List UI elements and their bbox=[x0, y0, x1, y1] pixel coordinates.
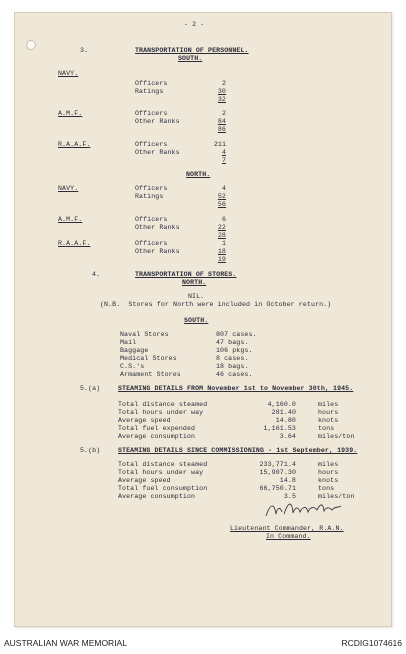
handwritten-signature bbox=[262, 498, 344, 522]
footer-archive-name: AUSTRALIAN WAR MEMORIAL bbox=[4, 638, 127, 648]
steam-b-value-0: 233,771.4 bbox=[259, 461, 296, 468]
steam-a-label-3: Total fuel expended bbox=[118, 425, 196, 432]
section-5a-title: STEAMING DETAILS FROM November 1st to November 30th, 1945. bbox=[118, 385, 354, 392]
store-item-2: Baggage bbox=[120, 347, 149, 354]
signatory-rank: Lieutenant Commander, R.A.N. bbox=[230, 525, 344, 532]
steam-a-label-2: Average speed bbox=[118, 417, 171, 424]
store-qty-4: 18 bags. bbox=[216, 363, 249, 370]
north-heading: NORTH. bbox=[186, 171, 211, 178]
south-aif-label: A.M.F. bbox=[58, 110, 83, 117]
north-navy-ratings-label: Ratings bbox=[135, 193, 164, 200]
north-raaf-label: R.A.A.F. bbox=[58, 240, 91, 247]
south-navy-total: 32 bbox=[217, 96, 226, 103]
section-4-title: TRANSPORTATION OF STORES. bbox=[135, 271, 237, 278]
south-raaf-other-value: 4 bbox=[221, 149, 226, 156]
steam-b-unit-3: tons bbox=[318, 485, 335, 492]
steam-b-value-1: 15,907.30 bbox=[259, 469, 296, 476]
stores-north-heading: NORTH. bbox=[182, 279, 207, 286]
store-qty-0: 807 cases. bbox=[216, 331, 257, 338]
section-4-number: 4. bbox=[92, 271, 101, 278]
north-navy-ratings-value: 52 bbox=[217, 193, 226, 200]
south-raaf-officers-label: Officers bbox=[135, 141, 168, 148]
north-raaf-officers-label: Officers bbox=[135, 240, 168, 247]
south-aif-other-value: 84 bbox=[217, 118, 226, 125]
south-aif-officers-label: Officers bbox=[135, 110, 168, 117]
steam-b-value-3: 66,750.71 bbox=[259, 485, 296, 492]
steam-a-label-0: Total distance steamed bbox=[118, 401, 208, 408]
store-item-4: C.S.'s bbox=[120, 363, 145, 370]
steam-a-unit-2: knots bbox=[318, 417, 339, 424]
north-aif-officers-label: Officers bbox=[135, 216, 168, 223]
south-navy-label: NAVY. bbox=[58, 70, 79, 77]
store-item-1: Mail bbox=[120, 339, 137, 346]
footer-record-id: RCDIG1074616 bbox=[341, 638, 402, 648]
section-3-title: TRANSPORTATION OF PERSONNEL. bbox=[135, 47, 249, 54]
section-3-number: 3. bbox=[80, 47, 89, 54]
north-aif-other-label: Other Ranks bbox=[135, 224, 180, 231]
store-item-5: Armament Stores bbox=[120, 371, 181, 378]
store-qty-2: 106 pkgs. bbox=[216, 347, 253, 354]
steam-b-unit-0: miles bbox=[318, 461, 339, 468]
steam-a-label-4: Average consumption bbox=[118, 433, 196, 440]
section-5a-number: 5.(a) bbox=[80, 385, 101, 392]
north-aif-label: A.M.F. bbox=[58, 216, 83, 223]
signatory-role: In Command. bbox=[266, 533, 311, 540]
stores-north-note: (N.B. Stores for North were included in October return.) bbox=[100, 301, 332, 308]
north-raaf-other-value: 18 bbox=[217, 248, 226, 255]
steam-b-unit-2: knots bbox=[318, 477, 339, 484]
store-item-0: Naval Stores bbox=[120, 331, 169, 338]
steam-b-label-0: Total distance steamed bbox=[118, 461, 208, 468]
south-navy-ratings-value: 30 bbox=[217, 88, 226, 95]
section-5b-number: 5.(b) bbox=[80, 447, 101, 454]
north-navy-officers-value: 4 bbox=[221, 185, 226, 192]
north-raaf-total: 19 bbox=[217, 256, 226, 263]
north-aif-other-value: 22 bbox=[217, 224, 226, 231]
south-navy-ratings-label: Ratings bbox=[135, 88, 164, 95]
south-aif-officers-value: 2 bbox=[221, 110, 226, 117]
south-raaf-other-label: Other Ranks bbox=[135, 149, 180, 156]
steam-b-label-1: Total hours under way bbox=[118, 469, 204, 476]
steam-a-value-3: 1,161.53 bbox=[263, 425, 296, 432]
store-qty-1: 47 bags. bbox=[216, 339, 249, 346]
north-raaf-other-label: Other Ranks bbox=[135, 248, 180, 255]
north-raaf-officers-value: 1 bbox=[221, 240, 226, 247]
steam-a-value-0: 4,160.0 bbox=[267, 401, 296, 408]
south-aif-other-label: Other Ranks bbox=[135, 118, 180, 125]
south-heading: SOUTH. bbox=[178, 55, 203, 62]
steam-a-value-2: 14.80 bbox=[275, 417, 296, 424]
steam-a-unit-3: tons bbox=[318, 425, 335, 432]
steam-b-label-3: Total fuel consumption bbox=[118, 485, 208, 492]
steam-a-unit-4: miles/ton bbox=[318, 433, 355, 440]
south-aif-total: 86 bbox=[217, 126, 226, 133]
steam-b-label-4: Average consumption bbox=[118, 493, 196, 500]
steam-a-unit-1: hours bbox=[318, 409, 339, 416]
store-qty-3: 8 cases. bbox=[216, 355, 249, 362]
south-navy-officers-value: 2 bbox=[221, 80, 226, 87]
north-aif-total: 28 bbox=[217, 232, 226, 239]
north-navy-label: NAVY. bbox=[58, 185, 79, 192]
south-navy-officers-label: Officers bbox=[135, 80, 168, 87]
north-navy-total: 56 bbox=[217, 201, 226, 208]
page-number: - 2 - bbox=[184, 21, 205, 28]
south-raaf-label: R.A.A.F. bbox=[58, 141, 91, 148]
steam-b-unit-4: miles/ton bbox=[318, 493, 355, 500]
section-5b-title: STEAMING DETAILS SINCE COMMISSIONING - 1st September, 1939. bbox=[118, 447, 358, 454]
store-qty-5: 46 cases. bbox=[216, 371, 253, 378]
steam-b-value-2: 14.8 bbox=[279, 477, 296, 484]
steam-b-label-2: Average speed bbox=[118, 477, 171, 484]
steam-a-label-1: Total hours under way bbox=[118, 409, 204, 416]
steam-b-unit-1: hours bbox=[318, 469, 339, 476]
north-aif-officers-value: 6 bbox=[221, 216, 226, 223]
stores-north-nil: NIL. bbox=[188, 293, 205, 300]
steam-a-unit-0: miles bbox=[318, 401, 339, 408]
store-item-3: Medical Stores bbox=[120, 355, 177, 362]
steam-a-value-4: 3.64 bbox=[279, 433, 296, 440]
south-raaf-officers-value: 211 bbox=[213, 141, 226, 148]
steam-a-value-1: 281.40 bbox=[271, 409, 296, 416]
stores-south-heading: SOUTH. bbox=[184, 317, 209, 324]
south-raaf-total: 7 bbox=[221, 157, 226, 164]
north-navy-officers-label: Officers bbox=[135, 185, 168, 192]
steam-b-value-4: 3.5 bbox=[283, 493, 296, 500]
punch-hole bbox=[26, 40, 36, 50]
